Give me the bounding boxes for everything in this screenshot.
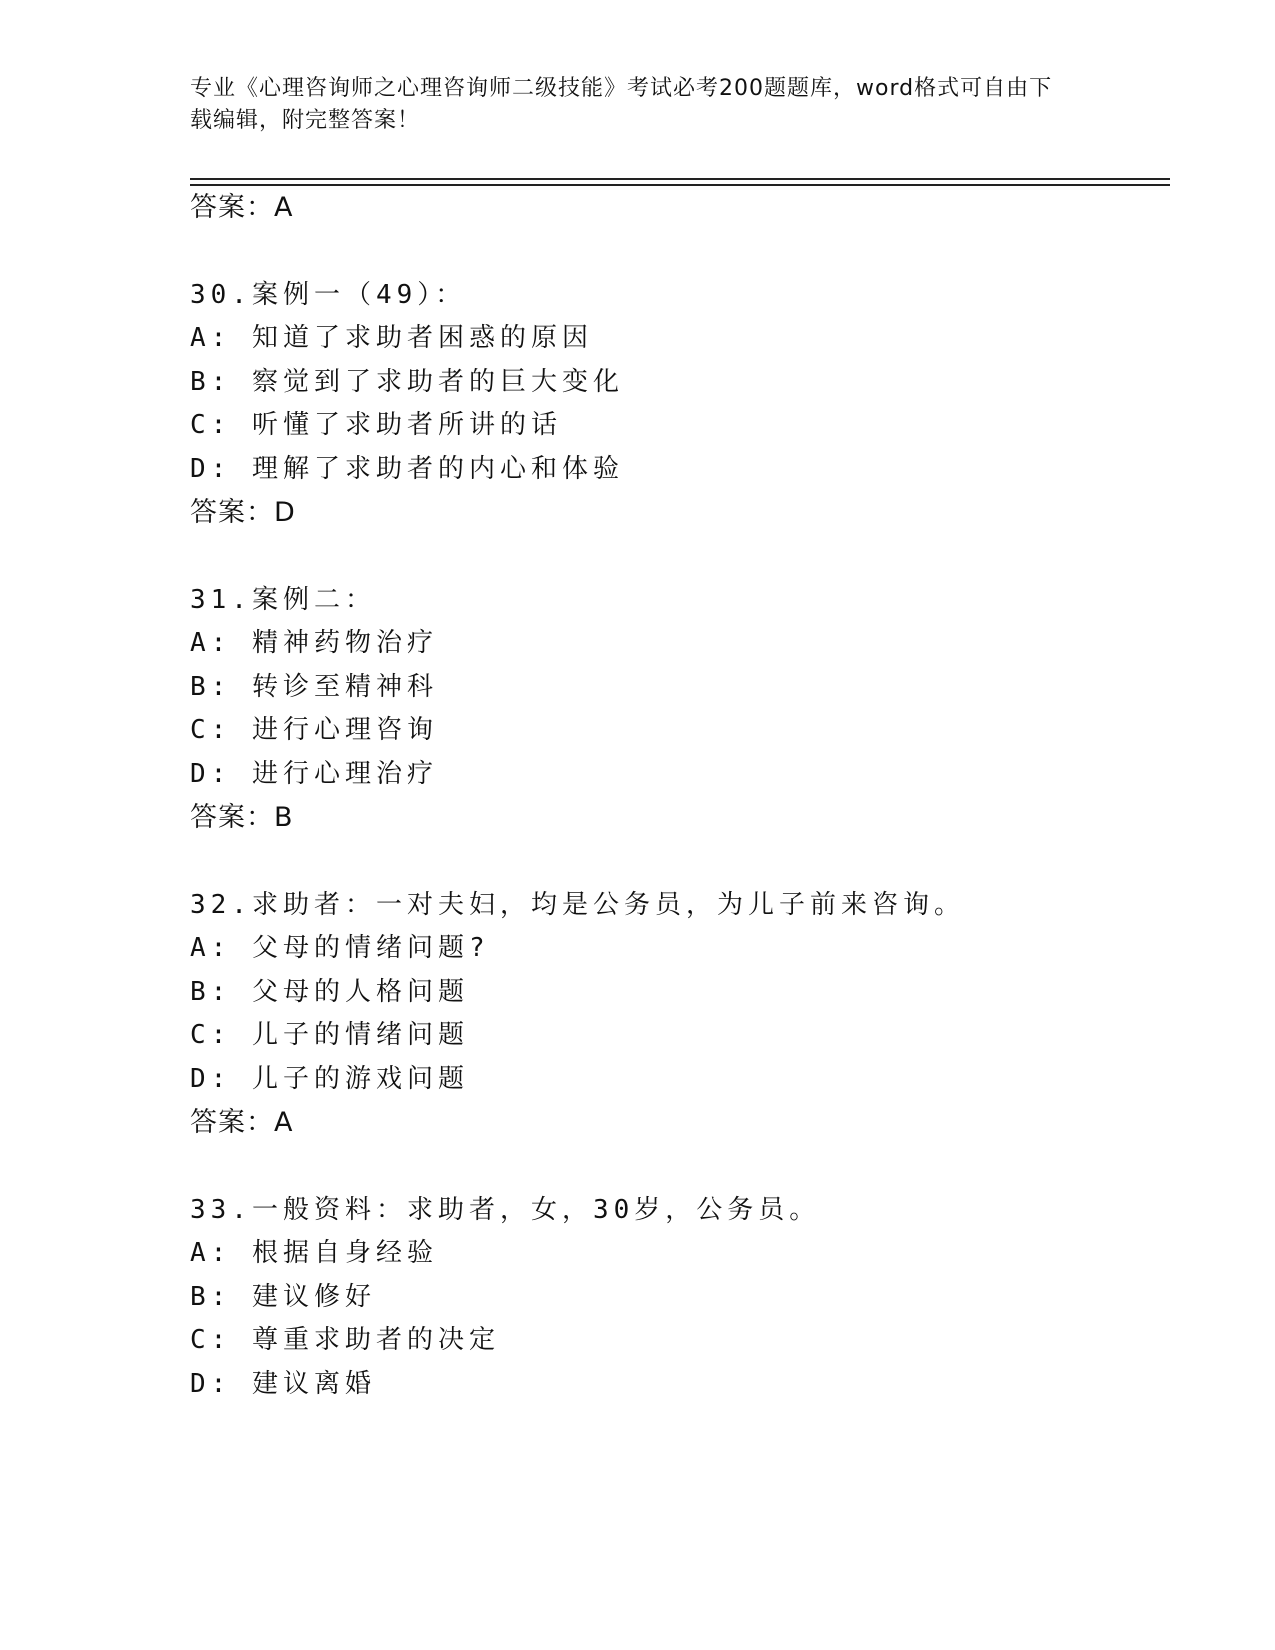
option-a: A: 知道了求助者困惑的原因 [190, 323, 593, 353]
option-a: A: 根据自身经验 [190, 1238, 438, 1268]
option-b: B: 转诊至精神科 [190, 672, 438, 702]
option-c: C: 听懂了求助者所讲的话 [190, 410, 562, 440]
answer-line: 答案：D [190, 497, 296, 528]
option-d: D: 建议离婚 [190, 1369, 376, 1399]
question-stem: 32.求助者：一对夫妇，均是公务员，为儿子前来咨询。 [190, 890, 965, 920]
option-c: C: 尊重求助者的决定 [190, 1325, 500, 1355]
option-b: B: 建议修好 [190, 1282, 376, 1312]
header-rule-bottom [190, 184, 1170, 186]
option-d: D: 理解了求助者的内心和体验 [190, 454, 624, 484]
option-c: C: 儿子的情绪问题 [190, 1020, 469, 1050]
answer-line: 答案：A [190, 1107, 294, 1138]
document-header: 专业《心理咨询师之心理咨询师二级技能》考试必考200题题库，word格式可自由下载编辑，附完整答案！ [190, 76, 1053, 133]
header-rule-top [190, 178, 1170, 180]
option-b: B: 察觉到了求助者的巨大变化 [190, 367, 624, 397]
option-a: A: 精神药物治疗 [190, 628, 438, 658]
answer-line: 答案：B [190, 802, 294, 833]
option-c: C: 进行心理咨询 [190, 715, 438, 745]
question-stem: 33.一般资料：求助者，女，30岁，公务员。 [190, 1195, 821, 1225]
option-a: A: 父母的情绪问题? [190, 933, 490, 963]
answer-line: 答案：A [190, 192, 294, 223]
option-b: B: 父母的人格问题 [190, 977, 469, 1007]
question-stem: 31.案例二： [190, 585, 376, 615]
option-d: D: 儿子的游戏问题 [190, 1064, 469, 1094]
question-stem: 30.案例一（49）： [190, 280, 467, 310]
option-d: D: 进行心理治疗 [190, 759, 438, 789]
